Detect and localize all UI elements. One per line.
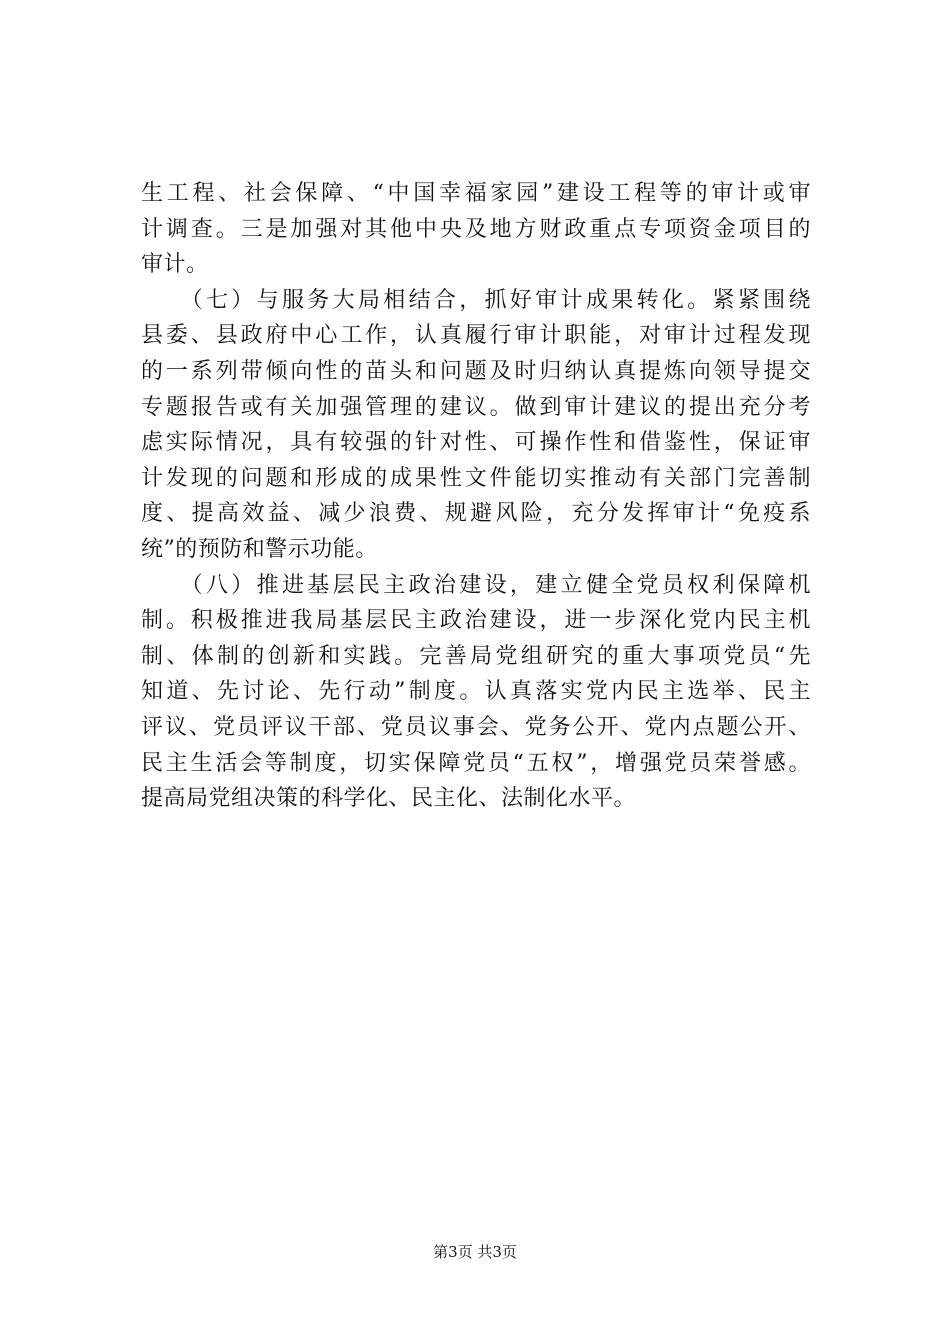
text-line: 提高局党组决策的科学化、民主化、法制化水平。 <box>141 786 637 812</box>
text-line: 制。积极推进我局基层民主政治建设，进一步深化党内民主机 <box>141 608 811 634</box>
text-line: 审计。 <box>141 252 209 278</box>
page-number-footer: 第3页 共3页 <box>433 1243 517 1261</box>
text-line: 计调查。三是加强对其他中央及地方财政重点专项资金项目的 <box>141 216 811 242</box>
text-line: 县委、县政府中心工作，认真履行审计职能，对审计过程发现 <box>141 323 811 349</box>
text-line: 统”的预防和警示功能。 <box>141 536 378 562</box>
text-line: 虑实际情况，具有较强的针对性、可操作性和借鉴性，保证审 <box>141 430 811 456</box>
text-line: 专题报告或有关加强管理的建议。做到审计建议的提出充分考 <box>141 394 811 420</box>
text-line: 民主生活会等制度，切实保障党员“五权”，增强党员荣誉感。 <box>141 750 811 776</box>
text-line: 的一系列带倾向性的苗头和问题及时归纳认真提炼向领导提交 <box>141 358 811 384</box>
text-line: 制、体制的创新和实践。完善局党组研究的重大事项党员“先 <box>141 643 811 669</box>
text-line: （八）推进基层民主政治建设，建立健全党员权利保障机 <box>141 572 811 598</box>
text-line: 生工程、社会保障、“中国幸福家园”建设工程等的审计或审 <box>141 181 811 206</box>
body-text <box>141 176 811 817</box>
text-line: 计发现的问题和形成的成果性文件能切实推动有关部门完善制 <box>141 465 811 491</box>
text-line: 度、提高效益、减少浪费、规避风险，充分发挥审计“免疫系 <box>141 501 811 527</box>
text-line: （七）与服务大局相结合，抓好审计成果转化。紧紧围绕 <box>141 287 811 313</box>
text-line: 知道、先讨论、先行动”制度。认真落实党内民主选举、民主 <box>141 679 811 705</box>
text-line: 评议、党员评议干部、党员议事会、党务公开、党内点题公开、 <box>141 714 811 740</box>
